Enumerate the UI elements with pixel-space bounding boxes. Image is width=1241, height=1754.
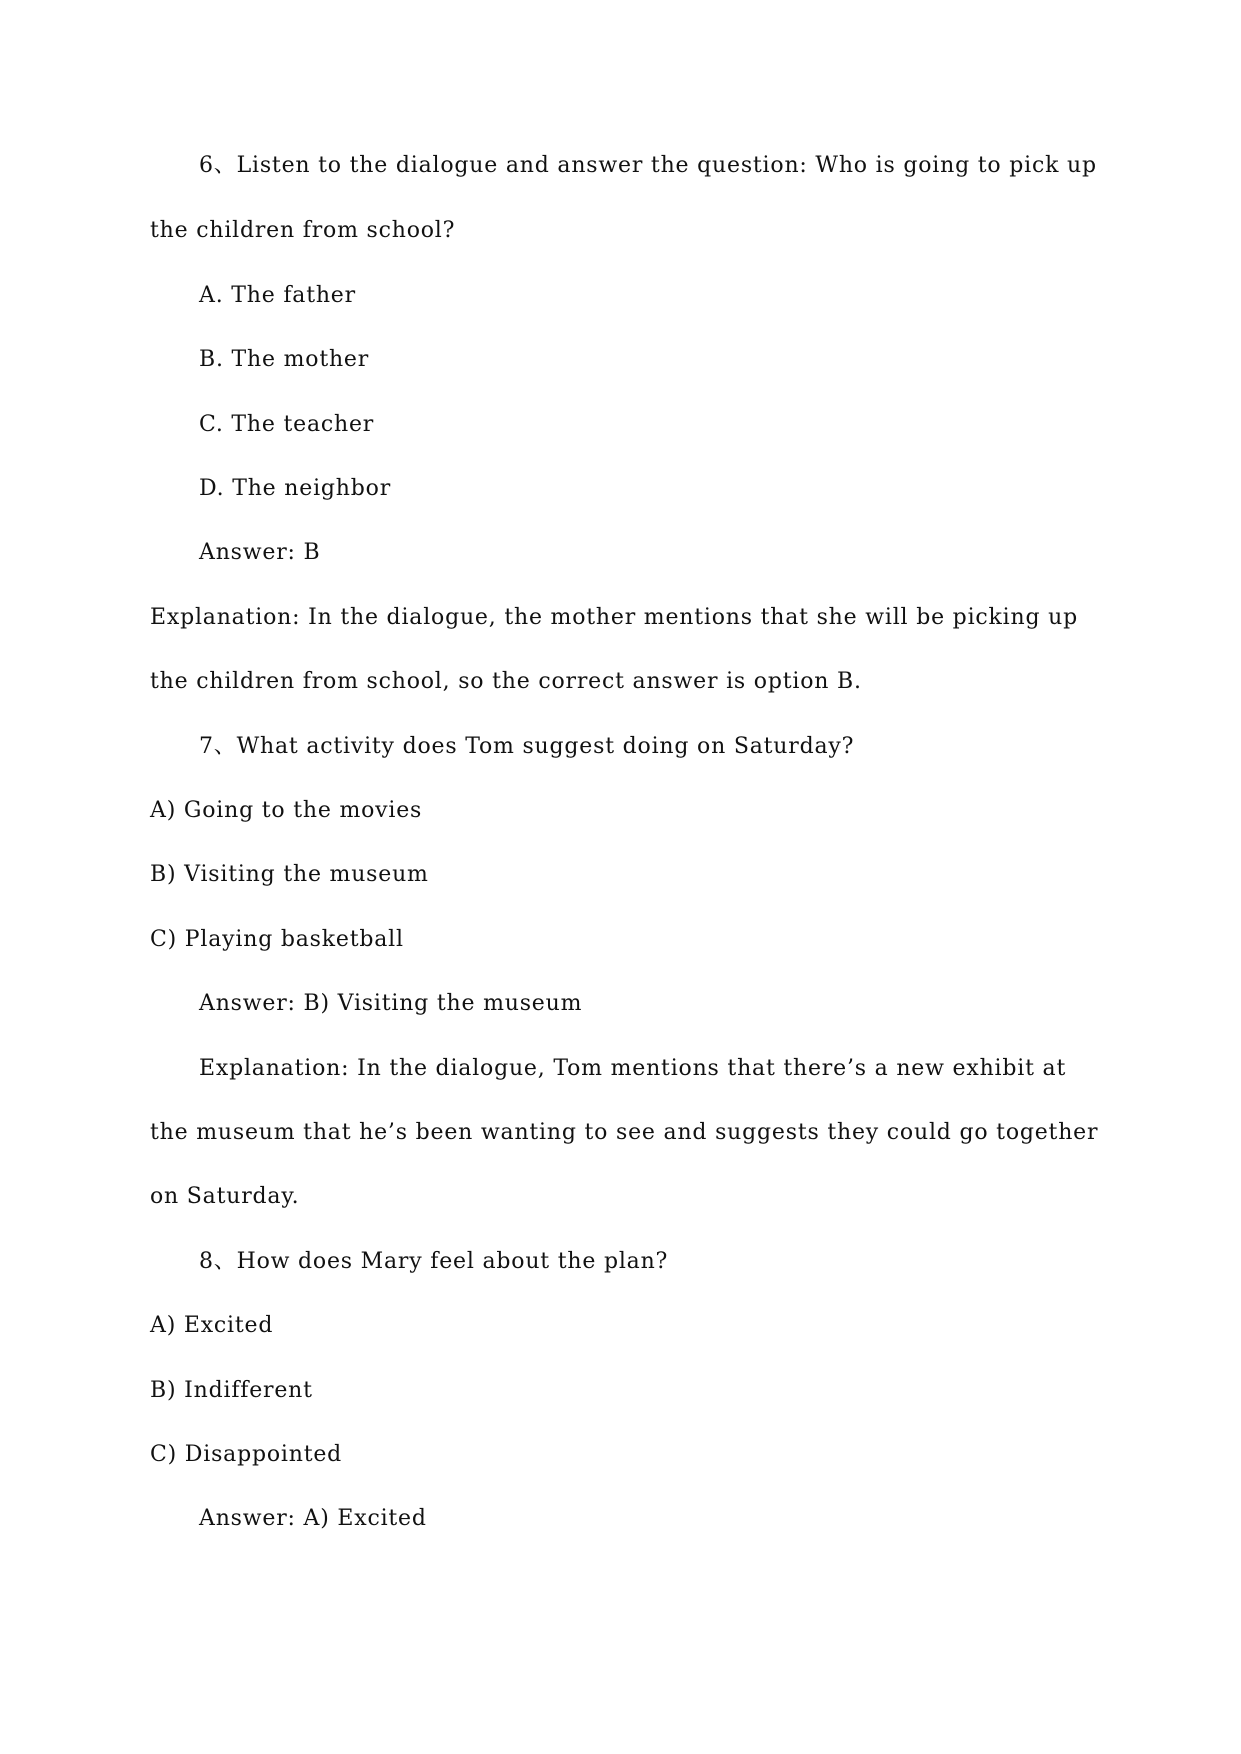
q6-option-d: D. The neighbor bbox=[199, 476, 392, 501]
q7-question: 7、What activity does Tom suggest doing on Saturday? bbox=[199, 734, 855, 759]
q7-option-b: B) Visiting the museum bbox=[150, 862, 429, 887]
q7-explanation-line3: on Saturday. bbox=[150, 1184, 300, 1209]
q8-option-a: A) Excited bbox=[150, 1313, 274, 1338]
q7-option-a: A) Going to the movies bbox=[150, 798, 423, 823]
q6-option-b: B. The mother bbox=[199, 347, 370, 372]
q7-option-c: C) Playing basketball bbox=[150, 927, 404, 952]
q6-question-line2: the children from school? bbox=[150, 218, 456, 243]
q6-explanation-line1: Explanation: In the dialogue, the mother mentions that she will be picking up bbox=[150, 605, 1078, 630]
q7-answer: Answer: B) Visiting the museum bbox=[199, 991, 583, 1016]
q6-answer: Answer: B bbox=[199, 540, 321, 565]
q6-question-line1: 6、Listen to the dialogue and answer the question: Who is going to pick up bbox=[199, 153, 1097, 178]
q6-option-a: A. The father bbox=[199, 283, 356, 308]
q8-option-b: B) Indifferent bbox=[150, 1378, 313, 1403]
q8-question: 8、How does Mary feel about the plan? bbox=[199, 1249, 669, 1274]
q6-option-c: C. The teacher bbox=[199, 412, 375, 437]
q8-answer: Answer: A) Excited bbox=[199, 1506, 427, 1531]
q7-explanation-line2: the museum that he’s been wanting to see and suggests they could go together bbox=[150, 1120, 1099, 1145]
q6-explanation-line2: the children from school, so the correct answer is option B. bbox=[150, 669, 862, 694]
q7-explanation-line1: Explanation: In the dialogue, Tom mentions that there’s a new exhibit at bbox=[199, 1056, 1067, 1081]
q8-option-c: C) Disappointed bbox=[150, 1442, 343, 1467]
